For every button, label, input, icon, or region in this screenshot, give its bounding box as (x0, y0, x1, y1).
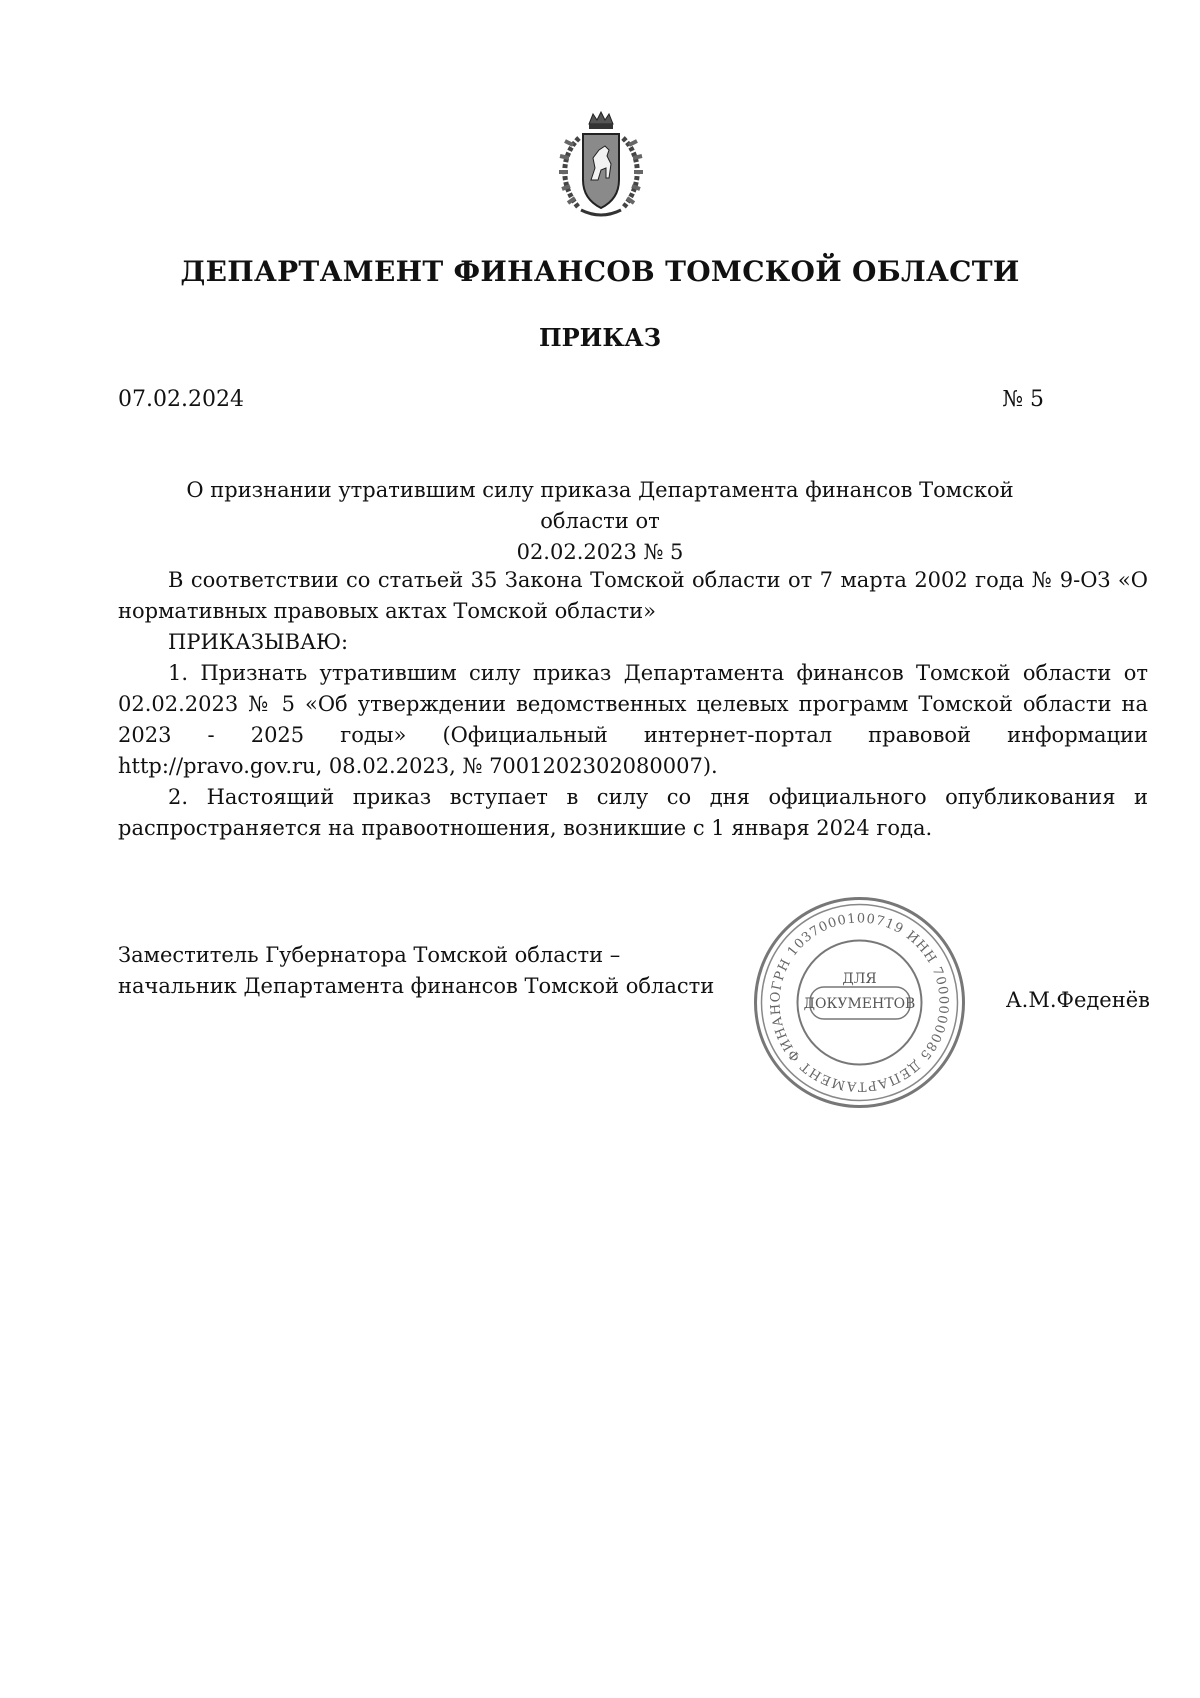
order-subject (150, 475, 1050, 568)
department-heading: ДЕПАРТАМЕНТ ФИНАНСОВ ТОМСКОЙ ОБЛАСТИ (180, 255, 1020, 288)
order-word: ПРИКАЗЫВАЮ: (168, 630, 349, 654)
seal-outer-text: ОГРН 1037000100719 ИНН 7000000085 ДЕПАРТАМЕНТ ФИНАН (768, 911, 951, 1094)
order-item-1: 1. Признать утратившим силу приказ Департамента финансов Томской области от 02.02.2023 № 5 «Об утверждении ведомственных целевых программ Томской области на 2023 - 2025 годы» (Официальный интернет-портал правовой информации http://pravo.gov.ru, 08.02.2023, № 7001202302080007). (118, 661, 1148, 778)
order-number: № 5 (1002, 387, 1044, 412)
document-type-title: ПРИКАЗ (538, 323, 662, 352)
preamble-paragraph: В соответствии со статьей 35 Закона Томской области от 7 марта 2002 года № 9-ОЗ «О нормативных правовых актах Томской области» (118, 568, 1148, 623)
seal-center-line-1: ДЛЯ (842, 971, 877, 987)
order-date: 07.02.2024 (118, 387, 244, 412)
coat-of-arms-icon (551, 110, 651, 222)
signatory-position-line-1: Заместитель Губернатора Томской области – (118, 943, 621, 967)
subject-line-1: О признании утратившим силу приказа Департамента финансов Томской области от (186, 478, 1014, 533)
seal-center-line-2: ДОКУМЕНТОВ (803, 996, 916, 1012)
order-item-2: 2. Настоящий приказ вступает в силу со дня официального опубликования и распространяется на правоотношения, возникшие с 1 января 2024 года. (118, 785, 1148, 840)
signatory-position (118, 940, 738, 1002)
order-body (118, 565, 1148, 844)
signatory-position-line-2: начальник Департамента финансов Томской области (118, 974, 715, 998)
subject-line-2: 02.02.2023 № 5 (516, 540, 684, 564)
coat-of-arms-emblem (551, 110, 651, 222)
seal-icon (752, 895, 967, 1110)
signatory-name: А.М.Феденёв (1005, 988, 1150, 1012)
official-seal-stamp (752, 895, 967, 1110)
